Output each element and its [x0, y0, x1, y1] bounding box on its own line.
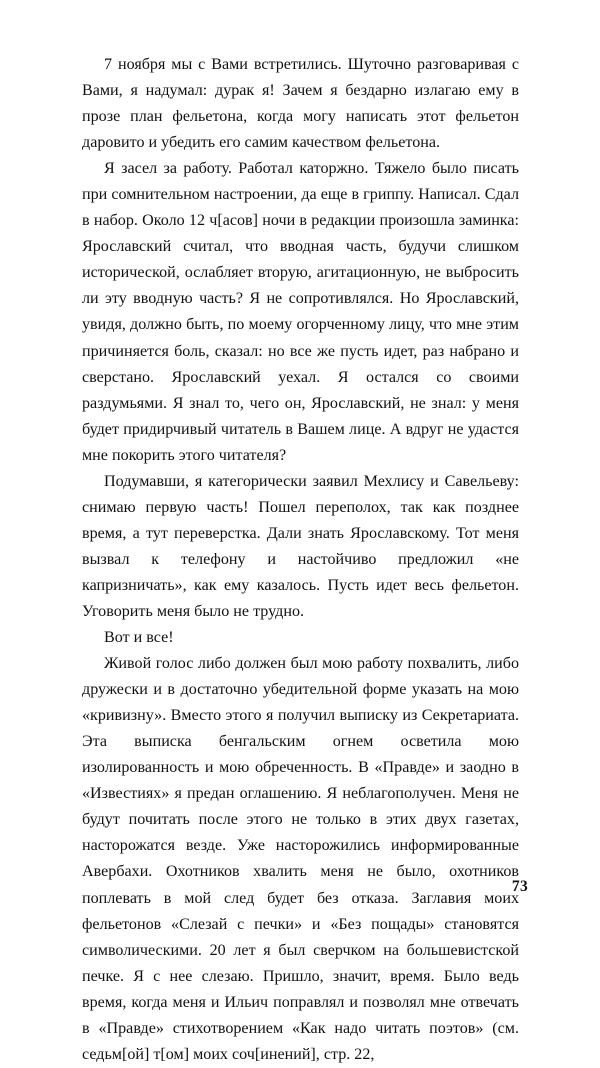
paragraph: 7 ноября мы с Вами встретились. Шуточно разговаривая с Вами, я надумал: дурак я! Зачем я бездарно излагаю ему в прозе план фельетона, когда могу написать этот фельетон даровито и убедить его самим качеством фельетона.: [82, 56, 519, 152]
paragraph: Живой голос либо должен был мою работу похвалить, либо дружески и в достаточно убедительной форме указать на мою «кривизну». Вместо этого я получил выписку из Секретариата. Эта выписка бенгальским огнем осветила мою изолированность и мою обреченность. В «Правде» и заодно в «Известиях» я предан оглашению. Я неблагополучен. Меня не будут почитать после этого не только в этих двух газетах, насторожатся везде. Уже насторожились информированные Авербахи. Охотников хвалить меня не было, охотников поплевать в мой след будет без отказа. Заглавия моих фельетонов «Слезай с печки» и «Без пощады» становятся символическими. 20 лет я был сверчком на большевистской печке. Я с нее слезаю. Пришло, значит, время. Было ведь время, когда меня и Ильич поправлял и позволял мне отвечать в «Правде» стихотворением «Как надо читать поэтов» (см. седьм[ой] т[ом] моих соч[инений], стр. 22,: [82, 655, 519, 1063]
paragraph: Вот и все!: [104, 629, 174, 647]
page-number: 73: [511, 878, 528, 895]
paragraph: Я засел за работу. Работал каторжно. Тяжело было писать при сомнительном настроении, да еще в гриппу. Написал. Сдал в набор. Около 12 ч[асов] ночи в редакции произошла заминка: Ярославский считал, что вводная часть, будучи слишком исторической, ослабляет вторую, агитационную, не выбросить ли эту вводную часть? Я не сопротивлялся. Но Ярославский, увидя, должно быть, по моему огорченному лицу, что мне этим причиняется боль, сказал: но все же пусть идет, раз набрано и сверстано. Ярославский уехал. Я остался со своими раздумьями. Я знал то, чего он, Ярославский, не знал: у меня будет придирчивый читатель в Вашем лице. А вдруг не удастся мне покорить этого читателя?: [82, 160, 519, 464]
paragraph: Подумавши, я категорически заявил Мехлису и Савельеву: снимаю первую часть! Пошел переполох, так как позднее время, а тут переверстка. Дали знать Ярославскому. Тот меня вызвал к телефону и настойчиво предложил «не капризничать», как ему казалось. Пусть идет весь фельетон. Уговорить меня было не трудно.: [82, 472, 519, 620]
body-text-column: [82, 52, 519, 1068]
